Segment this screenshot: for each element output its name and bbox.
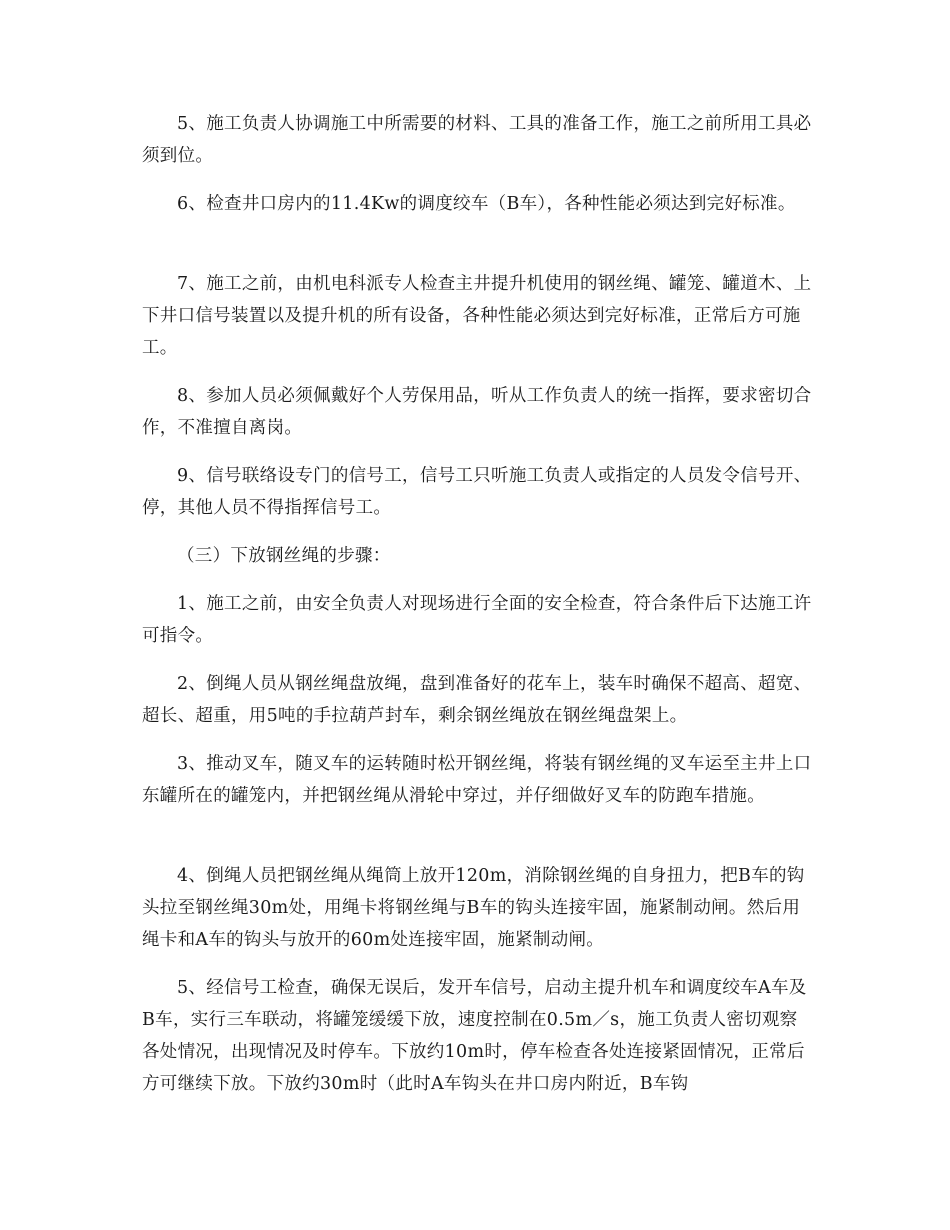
paragraph-step-3: 3、推动叉车，随叉车的运转随时松开钢丝绳，将装有钢丝绳的叉车运至主井上口东罐所在的罐笼内，并把钢丝绳从滑轮中穿过，并仔细做好叉车的防跑车措施。 bbox=[142, 754, 812, 806]
paragraph-item-6-winch: 6、检查井口房内的11.4Kw的调度绞车（B车），各种性能必须达到完好标准。 bbox=[177, 194, 796, 214]
paragraph-step-5: 5、经信号工检查，确保无误后，发开车信号，启动主提升机车和调度绞车A车及B车，实行三车联动，将罐笼缓缓下放，速度控制在0.5m／s，施工负责人密切观察各处情况，出现情况及时停车。下放约10m时，停车检查各处连接紧固情况，正常后方可继续下放。下放约30m时（此时A车钩头在井口房内附近，B车钩 bbox=[142, 978, 807, 1094]
paragraph-step-1: 1、施工之前，由安全负责人对现场进行全面的安全检查，符合条件后下达施工许可指令。 bbox=[142, 594, 812, 646]
paragraph-step-4: 4、倒绳人员把钢丝绳从绳筒上放开120m，消除钢丝绳的自身扭力，把B车的钩头拉至钢丝绳30m处，用绳卡将钢丝绳与B车的钩头连接牢固，施紧制动闸。然后用绳卡和A车的钩头与放开的60m处连接牢固，施紧制动闸。 bbox=[142, 866, 805, 950]
paragraph-item-9-signal: 9、信号联络设专门的信号工，信号工只听施工负责人或指定的人员发令信号开、停，其他人员不得指挥信号工。 bbox=[142, 466, 812, 518]
paragraph-item-5-tools: 5、施工负责人协调施工中所需要的材料、工具的准备工作，施工之前所用工具必须到位。 bbox=[142, 114, 812, 166]
section-heading-steps: （三）下放钢丝绳的步骤： bbox=[177, 546, 391, 566]
paragraph-item-7-inspection: 7、施工之前，由机电科派专人检查主井提升机使用的钢丝绳、罐笼、罐道木、上下井口信号装置以及提升机的所有设备，各种性能必须达到完好标准，正常后方可施工。 bbox=[142, 274, 812, 358]
paragraph-step-2: 2、倒绳人员从钢丝绳盘放绳，盘到准备好的花车上，装车时确保不超高、超宽、超长、超重，用5吨的手拉葫芦封车，剩余钢丝绳放在钢丝绳盘架上。 bbox=[142, 674, 812, 726]
paragraph-item-8-protection: 8、参加人员必须佩戴好个人劳保用品，听从工作负责人的统一指挥，要求密切合作，不准擅自离岗。 bbox=[142, 386, 812, 438]
